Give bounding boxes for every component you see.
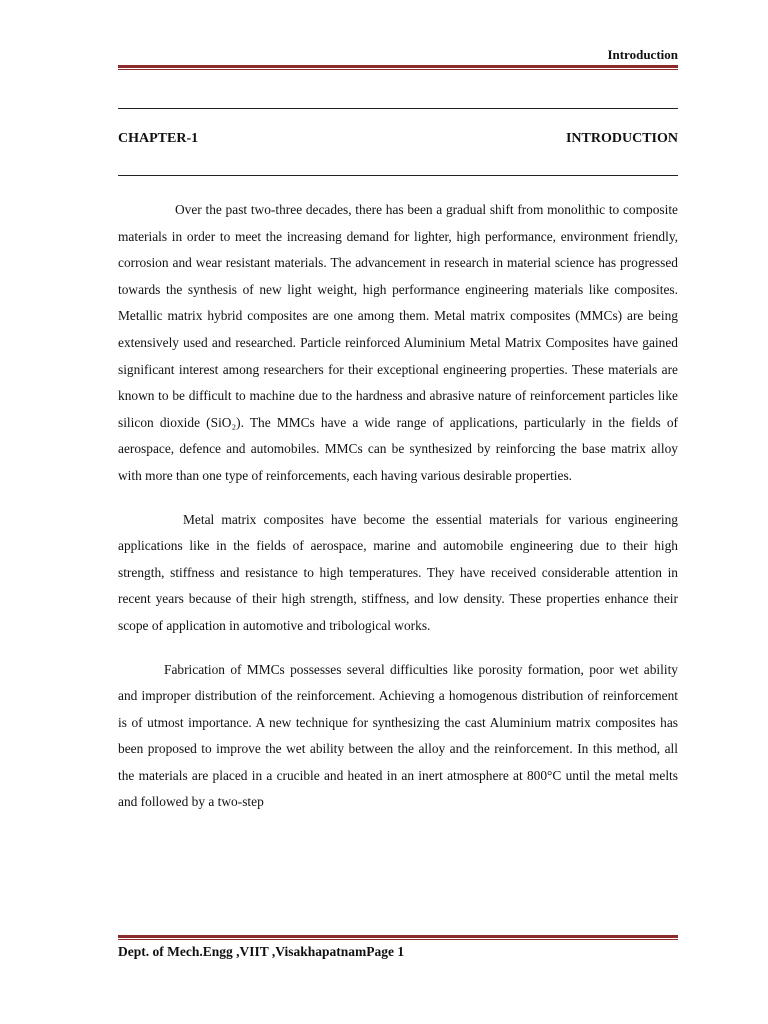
page-footer: Dept. of Mech.Engg ,VIIT ,VisakhapatnamPage 1 (118, 944, 405, 959)
chapter-title: INTRODUCTION (565, 131, 678, 146)
running-header-title: Introduction (607, 47, 678, 62)
paragraph-3: Fabrication of MMCs possesses several difficulties like porosity formation, poor wet ability and improper distribution of the reinforcement. Achieving a homogenous distribution of reinforcement is of utmost importance. A new technique for synthesizing the cast Aluminium matrix composites has been proposed to improve the wet ability between the alloy and the reinforcement. In this method, all the materials are placed in a crucible and heated in an inert atmosphere at 800°C until the metal melts and followed by a two-step (118, 661, 678, 810)
document-page (118, 0, 678, 1024)
paragraph-2: Metal matrix composites have become the essential materials for various engineering applications like in the fields of aerospace, marine and automobile engineering due to their high strength, stiffness and resistance to high temperatures. They have received considerable attention in recent years because of their high strength, stiffness, and low density. These properties enhance their scope of application in automotive and tribological works. (118, 511, 678, 633)
chapter-heading (118, 131, 678, 147)
chapter-bottom-rule (118, 175, 678, 176)
body-text (118, 197, 678, 816)
chapter-label: CHAPTER-1 (118, 131, 199, 146)
footer-rule (118, 935, 678, 940)
chapter-top-rule (118, 108, 678, 109)
paragraph-1: Over the past two-three decades, there has been a gradual shift from monolithic to composite materials in order to meet the increasing demand for lighter, high performance, environment friendly, corrosion and wear resistant materials. The advancement in research in material science has progressed towards the synthesis of new light weight, high performance engineering materials like composites. Metallic matrix hybrid composites are one among them. Metal matrix composites (MMCs) are being extensively used and researched. Particle reinforced Aluminium Metal Matrix Composites have gained significant interest among researchers for their exceptional engineering properties. These materials are known to be difficult to machine due to the hardness and abrasive nature of reinforcement particles like silicon dioxide (SiO₂). The MMCs have a wide range of applications, particularly in the fields of aerospace, defence and automobiles. MMCs can be synthesized by reinforcing the base matrix alloy with more than one type of reinforcements, each having various desirable properties. (118, 202, 678, 483)
header-rule (118, 65, 678, 70)
